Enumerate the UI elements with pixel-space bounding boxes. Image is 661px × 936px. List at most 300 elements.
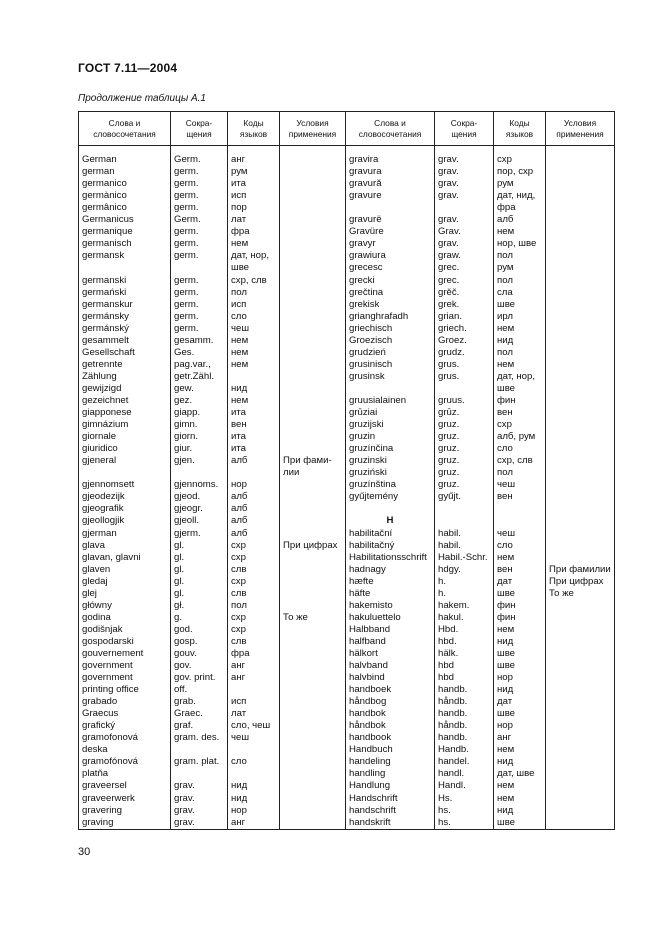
language-code-cell: чеш <box>494 479 546 491</box>
word-cell: häfte <box>346 588 435 600</box>
document-header: ГОСТ 7.11—2004 <box>78 61 178 75</box>
language-code-cell: ирл <box>494 311 546 323</box>
language-code-cell: шве <box>494 299 546 311</box>
abbreviation-cell: grus. <box>435 359 494 371</box>
abbreviation-cell: pag.var., <box>171 359 228 371</box>
language-code-cell: алб <box>228 491 280 503</box>
abbreviation-cell <box>171 768 228 780</box>
condition-cell: При цифрах <box>546 576 615 588</box>
condition-cell <box>280 744 346 756</box>
abbreviation-cell: germ. <box>171 178 228 190</box>
abbreviation-cell: gew. <box>171 383 228 395</box>
language-code-cell: сло, чеш <box>228 720 280 732</box>
language-code-cell: рум <box>494 262 546 274</box>
word-cell: handeling <box>346 756 435 768</box>
language-code-cell: исп <box>228 190 280 202</box>
abbreviation-cell: germ. <box>171 323 228 335</box>
abbreviation-cell: grav. <box>435 238 494 250</box>
language-code-cell <box>228 467 280 479</box>
word-cell: germański <box>79 287 171 299</box>
language-code-cell: алб <box>228 503 280 515</box>
language-code-cell: исп <box>228 299 280 311</box>
condition-cell <box>280 262 346 274</box>
language-code-cell: сxр, слв <box>494 455 546 467</box>
abbreviation-cell: germ. <box>171 299 228 311</box>
word-cell: gravura <box>346 166 435 178</box>
abbreviation-cell: gruz. <box>435 479 494 491</box>
condition-cell <box>546 178 615 190</box>
abbreviation-cell: h. <box>435 588 494 600</box>
language-code-cell: нем <box>494 226 546 238</box>
language-code-cell: анг <box>228 817 280 830</box>
language-code-cell <box>494 515 546 527</box>
abbreviation-cell: Habil.-Schr. <box>435 552 494 564</box>
condition-cell <box>280 576 346 588</box>
abbreviation-cell: gjen. <box>171 455 228 467</box>
abbreviation-cell: Germ. <box>171 214 228 226</box>
language-code-cell: шве <box>494 383 546 395</box>
language-code-cell: дат, нид, <box>494 190 546 202</box>
language-code-cell: нем <box>494 744 546 756</box>
condition-cell <box>280 287 346 299</box>
condition-cell <box>280 708 346 720</box>
condition-cell <box>280 178 346 190</box>
word-cell: handbok <box>346 708 435 720</box>
condition-cell <box>546 503 615 515</box>
language-code-cell: шве <box>228 262 280 274</box>
word-cell: handbook <box>346 732 435 744</box>
language-code-cell <box>228 371 280 383</box>
condition-cell <box>280 552 346 564</box>
language-code-cell: слв <box>228 636 280 648</box>
word-cell: halvbind <box>346 672 435 684</box>
table-row <box>79 540 615 552</box>
abbreviation-cell: habil. <box>435 527 494 539</box>
word-cell: deska <box>79 744 171 756</box>
word-cell: halvband <box>346 660 435 672</box>
word-cell: german <box>79 166 171 178</box>
language-code-cell: алб <box>228 455 280 467</box>
condition-cell <box>546 250 615 262</box>
table-row <box>79 238 615 250</box>
word-cell: grusinsk <box>346 371 435 383</box>
word-cell: hadnagy <box>346 564 435 576</box>
condition-cell <box>546 311 615 323</box>
table-row <box>79 455 615 467</box>
table-row <box>79 311 615 323</box>
abbreviation-cell: gruz. <box>435 443 494 455</box>
language-code-cell: вен <box>494 407 546 419</box>
word-cell: gravyr <box>346 238 435 250</box>
word-cell: Handbuch <box>346 744 435 756</box>
header-words-2: Слова и словосочетания <box>346 112 435 146</box>
condition-cell <box>546 660 615 672</box>
word-cell: germanskur <box>79 299 171 311</box>
language-code-cell: анг <box>228 672 280 684</box>
abbreviation-cell: Graec. <box>171 708 228 720</box>
language-code-cell: нор <box>228 479 280 491</box>
abbreviation-cell: god. <box>171 624 228 636</box>
condition-cell <box>280 202 346 214</box>
word-cell: gruzínština <box>346 479 435 491</box>
table-row <box>79 684 615 696</box>
table-row <box>79 817 615 830</box>
condition-cell <box>280 383 346 395</box>
condition-cell <box>280 431 346 443</box>
condition-cell <box>546 214 615 226</box>
language-code-cell: нид <box>228 792 280 804</box>
language-code-cell: нид <box>228 780 280 792</box>
language-code-cell: сло <box>228 756 280 768</box>
condition-cell <box>546 636 615 648</box>
condition-cell <box>280 274 346 286</box>
table-row <box>79 154 615 166</box>
language-code-cell: пол <box>494 347 546 359</box>
condition-cell: При цифрах <box>280 540 346 552</box>
spacer-cell <box>171 146 228 155</box>
condition-cell <box>280 214 346 226</box>
table-row <box>79 383 615 395</box>
condition-cell <box>280 696 346 708</box>
language-code-cell: сxр <box>228 612 280 624</box>
condition-cell <box>280 299 346 311</box>
table-row <box>79 226 615 238</box>
word-cell: gjennomsett <box>79 479 171 491</box>
condition-cell <box>546 624 615 636</box>
condition-cell: То же <box>546 588 615 600</box>
word-cell: printing office <box>79 684 171 696</box>
language-code-cell: нор <box>228 805 280 817</box>
abbreviation-cell: gesamm. <box>171 335 228 347</box>
language-code-cell: сxр <box>228 552 280 564</box>
condition-cell <box>280 359 346 371</box>
condition-cell <box>546 467 615 479</box>
table-row <box>79 431 615 443</box>
table-row <box>79 732 615 744</box>
language-code-cell: нем <box>494 552 546 564</box>
condition-cell <box>546 696 615 708</box>
condition-cell <box>546 371 615 383</box>
language-code-cell: сxр <box>494 154 546 166</box>
language-code-cell: фра <box>228 648 280 660</box>
abbreviation-cell: germ. <box>171 190 228 202</box>
language-code-cell: сxр, слв <box>228 274 280 286</box>
language-code-cell: нем <box>494 323 546 335</box>
table-row <box>79 419 615 431</box>
condition-cell <box>546 383 615 395</box>
condition-cell <box>546 744 615 756</box>
table-row <box>79 600 615 612</box>
condition-cell <box>280 527 346 539</box>
abbreviation-cell: gruz. <box>435 455 494 467</box>
word-cell: gesammelt <box>79 335 171 347</box>
language-code-cell: чеш <box>494 527 546 539</box>
language-code-cell: сxр <box>228 540 280 552</box>
condition-cell <box>280 515 346 527</box>
word-cell: gjerman <box>79 527 171 539</box>
language-code-cell: шве <box>494 660 546 672</box>
abbreviation-cell: gjerm. <box>171 527 228 539</box>
language-code-cell <box>228 768 280 780</box>
language-code-cell: алб <box>228 515 280 527</box>
abbreviation-cell: gjeod. <box>171 491 228 503</box>
language-code-cell: вен <box>228 419 280 431</box>
abbreviation-cell: grab. <box>171 696 228 708</box>
word-cell: grecesc <box>346 262 435 274</box>
table-row <box>79 672 615 684</box>
table-row <box>79 805 615 817</box>
condition-cell <box>280 720 346 732</box>
table-row <box>79 756 615 768</box>
language-code-cell: фра <box>228 226 280 238</box>
word-cell <box>346 383 435 395</box>
table-row <box>79 250 615 262</box>
table-body <box>79 146 615 830</box>
abbreviation-cell <box>171 467 228 479</box>
condition-cell <box>280 407 346 419</box>
language-code-cell: нид <box>494 335 546 347</box>
condition-cell <box>280 503 346 515</box>
table-row <box>79 467 615 479</box>
condition-cell <box>280 395 346 407</box>
word-cell: graving <box>79 817 171 830</box>
word-cell: gjeollogjik <box>79 515 171 527</box>
language-code-cell: шве <box>494 648 546 660</box>
condition-cell <box>280 648 346 660</box>
table-row <box>79 335 615 347</box>
language-code-cell: шве <box>494 588 546 600</box>
word-cell: halfband <box>346 636 435 648</box>
table-row <box>79 612 615 624</box>
language-code-cell: алб, рум <box>494 431 546 443</box>
word-cell: gruzijski <box>346 419 435 431</box>
word-cell: glavan, glavni <box>79 552 171 564</box>
abbreviation-cell: Grav. <box>435 226 494 238</box>
page-number: 30 <box>78 846 91 858</box>
condition-cell <box>546 274 615 286</box>
abbreviation-cell: gov. <box>171 660 228 672</box>
language-code-cell: пол <box>228 287 280 299</box>
word-cell: grecki <box>346 274 435 286</box>
word-cell: Zählung <box>79 371 171 383</box>
language-code-cell: ита <box>228 407 280 419</box>
abbreviation-cell: Handb. <box>435 744 494 756</box>
abbreviation-cell: germ. <box>171 311 228 323</box>
language-code-cell: нор <box>494 720 546 732</box>
condition-cell <box>546 684 615 696</box>
spacer-cell <box>228 146 280 155</box>
word-cell: gruzinski <box>346 455 435 467</box>
abbreviation-cell: h. <box>435 576 494 588</box>
language-code-cell: исп <box>228 696 280 708</box>
word-cell: grusinisch <box>346 359 435 371</box>
word-cell: gimnázium <box>79 419 171 431</box>
table-row <box>79 696 615 708</box>
abbreviation-cell <box>435 515 494 527</box>
word-cell: handboek <box>346 684 435 696</box>
abbreviation-cell: gruus. <box>435 395 494 407</box>
language-code-cell: сло <box>494 540 546 552</box>
abbreviation-cell: hbd <box>435 672 494 684</box>
language-code-cell: дат <box>494 576 546 588</box>
abbreviation-cell: gruz. <box>435 431 494 443</box>
condition-cell <box>546 202 615 214</box>
table-row <box>79 527 615 539</box>
word-cell: getrennte <box>79 359 171 371</box>
word-cell: German <box>79 154 171 166</box>
condition-cell <box>280 479 346 491</box>
condition-cell <box>546 238 615 250</box>
word-cell: gramofónová <box>79 756 171 768</box>
language-code-cell: фин <box>494 600 546 612</box>
word-cell: grudzień <box>346 347 435 359</box>
language-code-cell: анг <box>228 154 280 166</box>
condition-cell <box>280 780 346 792</box>
table-row <box>79 564 615 576</box>
language-code-cell: нем <box>228 359 280 371</box>
condition-cell <box>280 250 346 262</box>
word-cell: glej <box>79 588 171 600</box>
abbreviation-cell: gram. plat. <box>171 756 228 768</box>
header-abbreviations: Сокра- щения <box>171 112 228 146</box>
word-cell: gjeneral <box>79 455 171 467</box>
table-row <box>79 792 615 804</box>
abbreviation-cell: griech. <box>435 323 494 335</box>
table-row <box>79 708 615 720</box>
table-row <box>79 359 615 371</box>
word-cell: gospodarski <box>79 636 171 648</box>
abbreviation-cell: Germ. <box>171 154 228 166</box>
condition-cell <box>546 407 615 419</box>
abbreviation-cell: grav. <box>435 166 494 178</box>
header-language-codes: Коды языков <box>228 112 280 146</box>
abbreviation-cell <box>171 744 228 756</box>
language-code-cell: нем <box>228 395 280 407</box>
table-row <box>79 503 615 515</box>
language-code-cell: дат, шве <box>494 768 546 780</box>
word-cell: graveersel <box>79 780 171 792</box>
abbreviation-cell: gjeoll. <box>171 515 228 527</box>
condition-cell <box>546 154 615 166</box>
condition-cell <box>546 166 615 178</box>
abbreviation-cell: grec. <box>435 274 494 286</box>
table-row <box>79 768 615 780</box>
abbreviation-cell: germ. <box>171 166 228 178</box>
word-cell: grawiura <box>346 250 435 262</box>
spacer-cell <box>79 146 171 155</box>
abbreviation-cell: gyűjt. <box>435 491 494 503</box>
abbreviation-cell: gov. print. <box>171 672 228 684</box>
table-row <box>79 395 615 407</box>
condition-cell <box>280 347 346 359</box>
abbreviation-cell: håndb. <box>435 696 494 708</box>
abbreviation-cell <box>435 202 494 214</box>
abbreviation-cell: handl. <box>435 768 494 780</box>
condition-cell <box>280 660 346 672</box>
header-conditions: Условия применения <box>280 112 346 146</box>
word-cell: Groezisch <box>346 335 435 347</box>
language-code-cell: вен <box>494 491 546 503</box>
abbreviation-cell: g. <box>171 612 228 624</box>
language-code-cell: нем <box>494 359 546 371</box>
word-cell: Habilitationsschrift <box>346 552 435 564</box>
table-row <box>79 588 615 600</box>
condition-cell: То же <box>280 612 346 624</box>
abbreviation-cell: gosp. <box>171 636 228 648</box>
abbreviation-cell: graf. <box>171 720 228 732</box>
abbreviation-cell: germ. <box>171 287 228 299</box>
word-cell: government <box>79 660 171 672</box>
abbreviation-cell: grus. <box>435 371 494 383</box>
condition-cell <box>546 359 615 371</box>
abbreviation-cell: hs. <box>435 805 494 817</box>
word-cell: Handlung <box>346 780 435 792</box>
language-code-cell: рум <box>228 166 280 178</box>
abbreviation-cell: germ. <box>171 202 228 214</box>
abbreviation-cell: gimn. <box>171 419 228 431</box>
abbreviation-cell: gl. <box>171 576 228 588</box>
language-code-cell: слв <box>228 588 280 600</box>
word-cell <box>79 467 171 479</box>
abbreviation-cell: habil. <box>435 540 494 552</box>
condition-cell <box>280 817 346 830</box>
condition-cell <box>546 720 615 732</box>
table-row <box>79 624 615 636</box>
abbreviation-cell: gez. <box>171 395 228 407</box>
language-code-cell: ита <box>228 431 280 443</box>
language-code-cell: нем <box>228 238 280 250</box>
language-code-cell: пол <box>494 467 546 479</box>
table-row <box>79 491 615 503</box>
abbreviation-cell: gruz. <box>435 467 494 479</box>
word-cell: government <box>79 672 171 684</box>
abbreviation-cell: gl. <box>171 564 228 576</box>
word-cell: Gravüre <box>346 226 435 238</box>
condition-cell <box>280 238 346 250</box>
condition-cell <box>546 455 615 467</box>
abbreviation-cell: grian. <box>435 311 494 323</box>
word-cell: gjeodezijk <box>79 491 171 503</box>
table-row <box>79 648 615 660</box>
language-code-cell: вен <box>494 564 546 576</box>
table-row <box>79 178 615 190</box>
word-cell: gravering <box>79 805 171 817</box>
condition-cell <box>280 226 346 238</box>
word-cell: håndbog <box>346 696 435 708</box>
header-abbreviations-2: Сокра- щения <box>435 112 494 146</box>
abbreviation-cell: grav. <box>435 190 494 202</box>
language-code-cell: нор <box>494 672 546 684</box>
word-cell: hälkort <box>346 648 435 660</box>
condition-cell <box>546 600 615 612</box>
abbreviation-cell: graw. <box>435 250 494 262</box>
language-code-cell: сло <box>494 443 546 455</box>
abbreviation-cell: Groez. <box>435 335 494 347</box>
language-code-cell: сло <box>228 311 280 323</box>
abbreviation-cell: grav. <box>435 154 494 166</box>
word-cell: gravurë <box>346 214 435 226</box>
word-cell: handling <box>346 768 435 780</box>
condition-cell <box>546 226 615 238</box>
condition-cell <box>280 190 346 202</box>
table-row <box>79 576 615 588</box>
word-cell: godišnjak <box>79 624 171 636</box>
word-cell: grafický <box>79 720 171 732</box>
abbreviation-cell: gjeogr. <box>171 503 228 515</box>
table-row <box>79 202 615 214</box>
word-cell: grekisk <box>346 299 435 311</box>
language-code-cell: нид <box>494 684 546 696</box>
